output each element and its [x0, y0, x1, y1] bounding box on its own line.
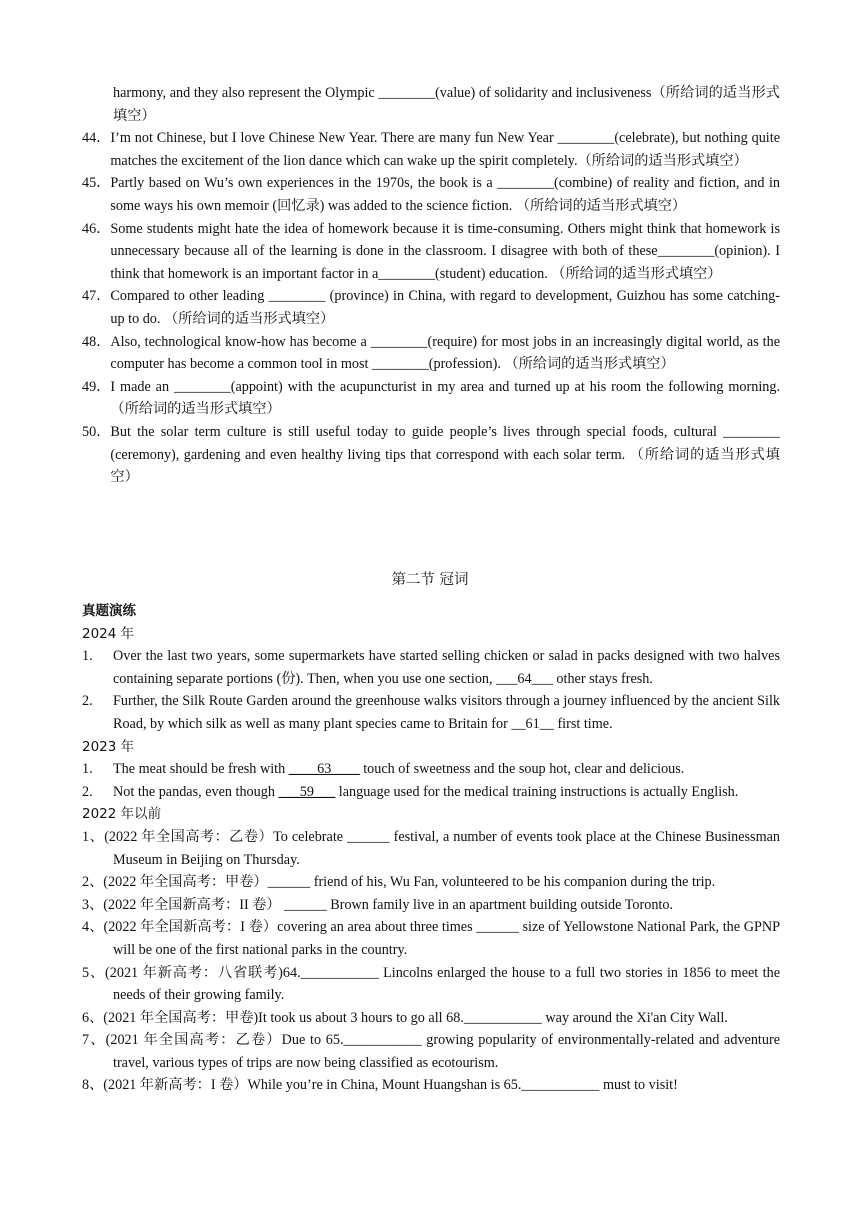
- item-text: Over the last two years, some supermarkets have started selling chicken or salad in packs designed with two halves containing separate portions (份). Then, when you use one section, ___64___ other stays fresh.: [113, 648, 780, 687]
- item-47: [82, 285, 780, 330]
- section-title: 第二节 冠词: [391, 572, 469, 588]
- item-43-continuation: harmony, and they also represent the Olympic ________(value) of solidarity and inclusiveness（所给词的适当形式填空）: [113, 85, 780, 124]
- year-heading-2023: 2023 年: [82, 738, 135, 755]
- item-text: Compared to other leading ________ (province) in China, with regard to development, Guizhou has some catching-up to do. （所给词的适当形式填空）: [110, 288, 780, 327]
- question-2024-1: [82, 645, 780, 690]
- question-pre2022-1: 1、(2022 年全国高考：乙卷）To celebrate ______ festival, a number of events took place at the Chinese Businessman Museum in Beijing on Thursday.: [82, 828, 780, 868]
- item-49: [82, 376, 780, 421]
- item-number: 50．: [82, 423, 111, 440]
- year-heading-pre-2022: 2022 年以前: [82, 806, 162, 823]
- item-text: Further, the Silk Route Garden around the greenhouse walks visitors through a journey influenced by the ancient Silk Road, by which silk as well as many plant species came to Britain for __61__ first time.: [113, 693, 780, 732]
- item-text: The meat should be fresh with ____63____ touch of sweetness and the soup hot, clear and delicious.: [113, 761, 685, 778]
- item-45: [82, 172, 780, 217]
- item-number: 49．: [82, 378, 111, 395]
- item-text: I’m not Chinese, but I love Chinese New Year. There are many fun New Year ________(celebrate), but nothing quite matches the excitement of the lion dance which can wake up the spirit completely.（所给词的适当形式填空）: [110, 130, 780, 169]
- question-pre2022-7: 7、(2021 年全国高考：乙卷）Due to 65.___________ growing popularity of environmentally-related and adventure travel, various types of trips are now being classified as ecotourism.: [82, 1032, 780, 1071]
- question-pre2022-6: 6、(2021 年全国高考：甲卷)It took us about 3 hours to go all 68.___________ way around the Xi'an City Wall.: [82, 1009, 728, 1026]
- item-number: 1.: [82, 761, 93, 778]
- question-2023-1: [82, 758, 780, 781]
- item-text: I made an ________(appoint) with the acupuncturist in my area and turned up at his room the following morning. （所给词的适当形式填空）: [110, 378, 780, 418]
- item-text: Not the pandas, even though ___59___ language used for the medical training instructions is actually English.: [113, 783, 739, 800]
- item-text: Some students might hate the idea of homework because it is time-consuming. Others might think that homework is unnecessary because all of the learning is done in the classroom. I disagree with both of these________(opinion). I think that homework is an important factor in a________(student) education. （所给词的适当形式填空）: [110, 220, 780, 282]
- item-number: 2.: [82, 783, 93, 800]
- item-number: 44．: [82, 130, 111, 147]
- item-text: Also, technological know-how has become a ________(require) for most jobs in an increasingly digital world, as the computer has become a common tool in most ________(profession). （所给词的适当形式填空）: [110, 333, 780, 373]
- answer-blank: ____63____: [288, 761, 360, 778]
- question-pre2022-3: 3、(2022 年全国新高考：II 卷） ______ Brown family live in an apartment building outside Toronto.: [82, 896, 674, 913]
- item-number: 47．: [82, 288, 111, 305]
- articles-section: [82, 600, 780, 1097]
- item-number: 1.: [82, 648, 93, 665]
- question-pre2022-2: 2、(2022 年全国高考：甲卷）______ friend of his, Wu Fan, volunteered to be his companion during the trip.: [82, 874, 716, 891]
- item-number: 46．: [82, 220, 111, 237]
- question-pre2022-4: 4、(2022 年全国新高考：I 卷）covering an area about three times ______ size of Yellowstone National Park, the GPNP will be one of the first national parks in the country.: [82, 919, 780, 958]
- item-number: 48．: [82, 333, 111, 350]
- word-form-exercises: [82, 82, 780, 489]
- question-pre2022-5: 5、(2021 年新高考：八省联考)64.___________ Lincolns enlarged the house to a full two stories in 1856 to meet the needs of their growing family.: [82, 964, 780, 1004]
- item-text: Partly based on Wu’s own experiences in the 1970s, the book is a ________(combine) of reality and fiction, and in some ways his own memoir (回忆录) was added to the science fiction. （所给词的适当形式填空）: [110, 175, 780, 214]
- question-2024-2: [82, 690, 780, 735]
- item-48: [82, 331, 780, 376]
- answer-blank: ___64___: [496, 670, 553, 687]
- answer-blank: ___59___: [278, 783, 336, 800]
- item-50: [82, 421, 780, 489]
- question-2023-2: [82, 781, 780, 804]
- year-heading-2024: 2024 年: [82, 625, 135, 642]
- item-text: But the solar term culture is still useful today to guide people’s lives through special foods, cultural ________ (ceremony), gardening and even healthy living tips that correspond with each solar term. （所给词的适当形式填空）: [110, 423, 780, 486]
- item-number: 2.: [82, 693, 93, 710]
- item-44: [82, 127, 780, 172]
- item-number: 45．: [82, 175, 111, 192]
- practice-heading: 真题演练: [82, 603, 136, 619]
- answer-blank: __61__: [511, 715, 554, 732]
- question-pre2022-8: 8、(2021 年新高考：I 卷）While you’re in China, Mount Huangshan is 65.___________ must to visit!: [82, 1077, 678, 1094]
- item-46: [82, 218, 780, 286]
